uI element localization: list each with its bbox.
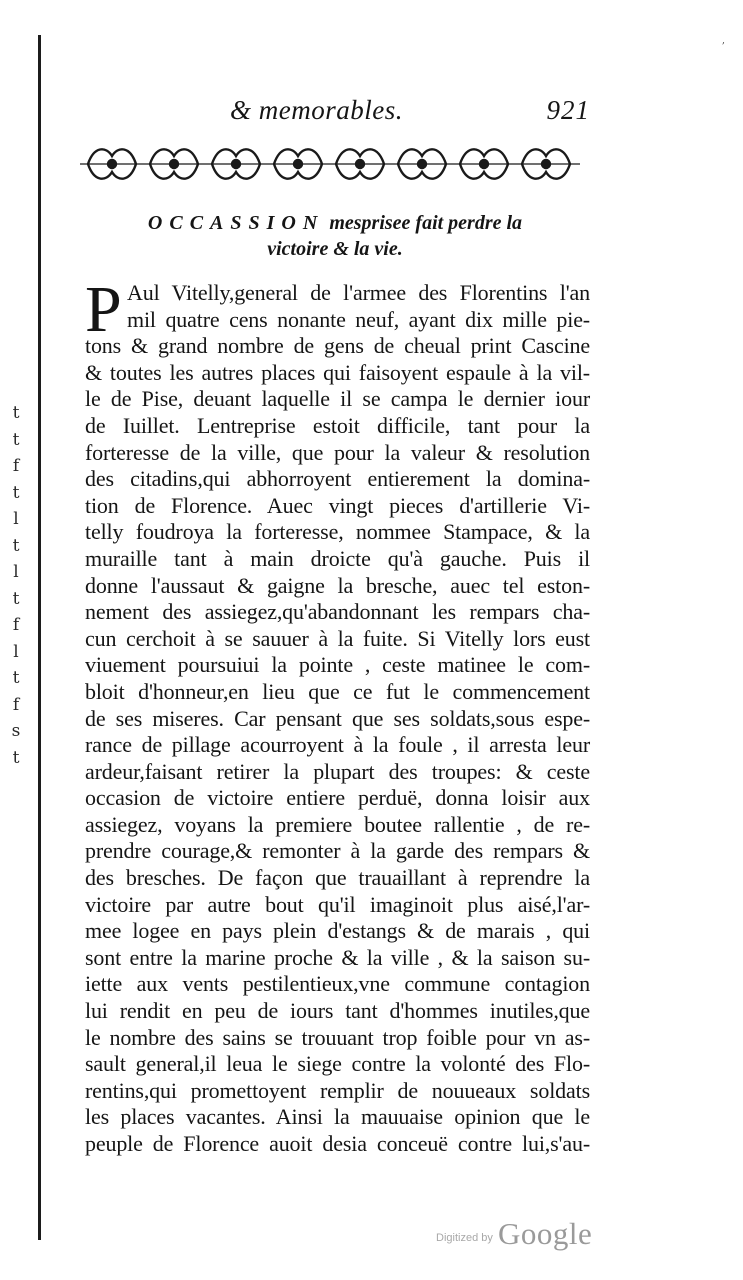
text-line: sault general,il leua le siege contre la volonté des Flo- — [85, 1051, 590, 1077]
margin-mark: t — [12, 403, 20, 423]
margin-mark: t — [12, 588, 20, 609]
running-head — [80, 95, 590, 135]
text-line: le de Pise, deuant laquelle il se campa le dernier iour — [85, 386, 590, 412]
text-line: tons & grand nombre de gens de cheual print Cascine — [85, 333, 590, 359]
text-line: bloit d'honneur,en lieu que ce fut le commencement — [85, 678, 590, 704]
heading-line-2: victoire & la vie. — [267, 238, 403, 260]
text-line: de ses miseres. Car pensant que ses soldats,sous espe- — [85, 705, 590, 731]
margin-mark: s — [11, 721, 21, 741]
text-line: nement des assiegez,qu'abandonnant les rempars cha- — [85, 599, 590, 625]
margin-mark: t — [12, 747, 20, 768]
body-text — [85, 273, 590, 1158]
text-line: le nombre des sains se trouuant trop foible pour vn as- — [85, 1024, 590, 1050]
margin-mark: t — [12, 429, 20, 450]
margin-mark: l — [13, 562, 19, 582]
text-line: donne l'aussaut & gaigne la bresche, auec tel eston- — [85, 572, 590, 598]
text-line: iette aux vents pestilentieux,vne commune contagion — [85, 971, 590, 997]
google-logo: Google — [498, 1216, 593, 1251]
text-line: cun cerchoit à se sauuer à la fuite. Si Vitelly lors eust — [85, 625, 590, 651]
drop-cap: P — [85, 273, 122, 346]
margin-mark: f — [12, 456, 20, 476]
margin-bleedthrough — [2, 400, 30, 771]
text-line: occasion de victoire entiere perduë, donna loisir aux — [85, 785, 590, 811]
text-line: mee logee en pays plein d'estangs & de marais , qui — [85, 918, 590, 944]
text-line: viuement poursuiui la pointe , ceste matinee le com- — [85, 652, 590, 678]
heading-caps: OCCASSION — [147, 212, 325, 234]
margin-mark: t — [12, 535, 20, 556]
page-binding-edge — [38, 35, 41, 1240]
text-line: muraille tant à main droicte qu'à gauche. Puis il — [85, 545, 590, 571]
margin-mark: f — [12, 694, 20, 715]
digitized-label: Digitized by — [436, 1232, 493, 1244]
text-line: les places vacantes. Ainsi la mauuaise opinion que le — [85, 1104, 590, 1130]
text-line: & toutes les autres places qui faisoyent espaule à la vil- — [85, 359, 590, 385]
text-line: de Iuillet. Lentreprise estoit difficile, tant pour la — [85, 412, 590, 438]
text-line: des citadins,qui abhorroyent entierement la domina- — [85, 466, 590, 492]
text-line: des bresches. De façon que trauaillant à reprendre la — [85, 865, 590, 891]
text-line: victoire par autre bout qu'il imaginoit plus aisé,l'ar- — [85, 891, 590, 917]
digitized-by-watermark — [436, 1216, 736, 1260]
running-title: & memorables. — [230, 95, 403, 125]
text-line: peuple de Florence auoit desia conceuë contre lui,s'au- — [85, 1131, 590, 1156]
section-heading — [100, 210, 570, 262]
margin-mark: l — [13, 509, 19, 529]
margin-mark: f — [12, 615, 20, 635]
text-line: ardeur,faisant retirer la plupart des troupes: & ceste — [85, 758, 590, 784]
text-line: rance de pillage acourroyent à la foule , il arresta leur — [85, 732, 590, 758]
text-line: rentins,qui promettoyent remplir de nouueaux soldats — [85, 1077, 590, 1103]
text-line: tion de Florence. Auec vingt pieces d'artillerie Vi- — [85, 492, 590, 518]
margin-mark: t — [12, 668, 20, 688]
page-number: 921 — [546, 95, 590, 125]
text-line: lui rendit en peu de iours tant d'hommes inutiles,que — [85, 998, 590, 1024]
corner-mark: , — [721, 35, 725, 46]
ornament-band — [80, 138, 580, 190]
margin-mark: t — [12, 482, 20, 503]
text-line: forteresse de la ville, que pour la valeur & resolution — [85, 439, 590, 465]
text-line: sont entre la marine proche & la ville , & la saison su- — [85, 944, 590, 970]
text-line: mil quatre cens nonante neuf, ayant dix mille pie- — [127, 306, 590, 332]
text-line: Aul Vitelly,general de l'armee des Florentins l'an — [127, 280, 590, 305]
margin-mark: l — [13, 641, 19, 662]
text-line: assiegez, voyans la premiere boutee rallentie , de re- — [85, 811, 590, 837]
text-line: telly foudroya la forteresse, nommee Stampace, & la — [85, 519, 590, 545]
text-line: prendre courage,& remonter à la garde des rempars & — [85, 838, 590, 864]
heading-rest: mesprisee fait perdre la — [329, 212, 523, 234]
